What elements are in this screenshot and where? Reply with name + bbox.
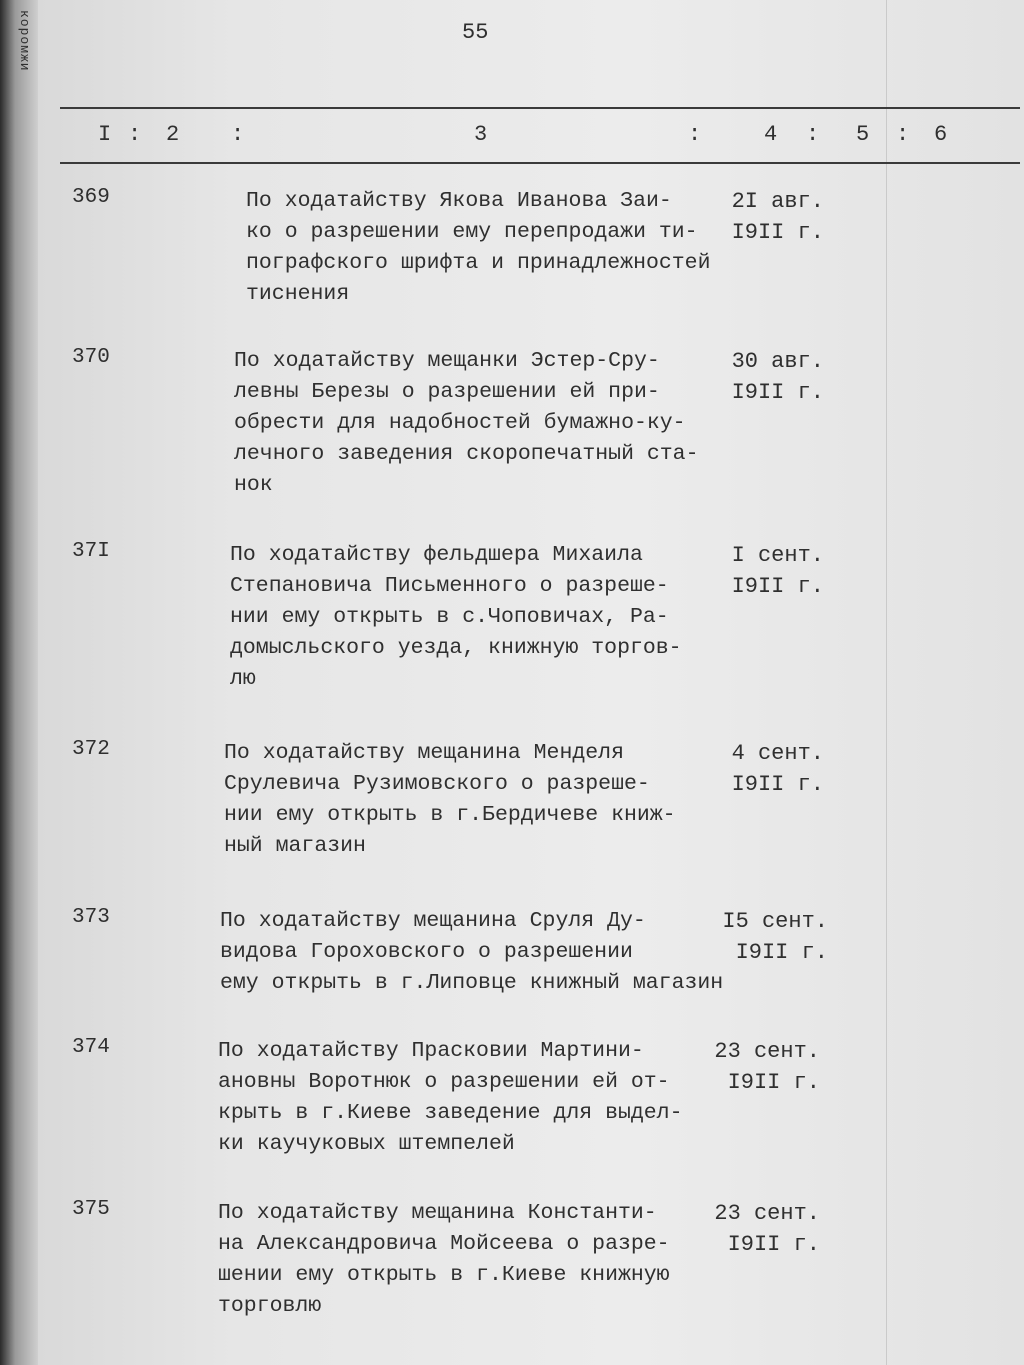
- record-number: 37I: [72, 540, 110, 563]
- record-date: 4 сент. I9II г.: [731, 741, 824, 797]
- header-col-4: 4: [764, 122, 778, 147]
- page-number: 55: [462, 20, 489, 45]
- header-col-2: 2: [166, 122, 180, 147]
- record-number: 372: [72, 738, 110, 761]
- record-text: По ходатайству мещанки Эстер-Сру- левны Березы о разрешении ей при- обрести для надобностей бумажно-ку- лечного заведения скоропечатный ста- нок: [234, 349, 699, 497]
- header-sep: :: [896, 122, 910, 147]
- header-sep: :: [806, 122, 820, 147]
- record-date: I сент. I9II г.: [731, 543, 824, 599]
- header-col-3: 3: [474, 122, 488, 147]
- column-guide-line: [886, 0, 887, 1365]
- header-col-6: 6: [934, 122, 948, 147]
- adjacent-page-edge: [0, 0, 38, 1365]
- header-sep: :: [128, 122, 142, 147]
- record-text: По ходатайству Прасковии Мартини- ановны Воротнюк о разрешении ей от- крыть в г.Киеве заведение для выдел- ки каучуковых штемпелей: [218, 1039, 683, 1156]
- record-text: По ходатайству мещанина Менделя Срулевича Рузимовского о разреше- нии ему открыть в г.Бердичеве книж- ный магазин: [224, 741, 676, 858]
- header-sep: :: [688, 122, 702, 147]
- record-date: 23 сент. I9II г.: [714, 1201, 820, 1257]
- record-number: 370: [72, 346, 110, 369]
- record-number: 374: [72, 1036, 110, 1059]
- header-col-5: 5: [856, 122, 870, 147]
- record-date: I5 сент. I9II г.: [722, 909, 828, 965]
- table-header-top-rule: [60, 107, 1020, 109]
- record-text: По ходатайству мещанина Сруля Ду- видова Гороховского о разрешении ему открыть в г.Липовце книжный магазин: [220, 909, 724, 995]
- record-date: 30 авг. I9II г.: [731, 349, 824, 405]
- record-date: 23 сент. I9II г.: [714, 1039, 820, 1095]
- record-text: По ходатайству Якова Иванова Заи- ко о разрешении ему перепродажи ти- пографского шрифта и принадлежностей тиснения: [246, 189, 711, 306]
- record-number: 369: [72, 186, 110, 209]
- record-number: 375: [72, 1198, 110, 1221]
- record-text: По ходатайству мещанина Константи- на Александровича Мойсеева о разре- шении ему открыть в г.Киеве книжную торговлю: [218, 1201, 670, 1318]
- record-text: По ходатайству фельдшера Михаила Степановича Письменного о разреше- нии ему открыть в с.Чоповичах, Ра- домысльского уезда, книжную торгов- лю: [230, 543, 682, 691]
- record-number: 373: [72, 906, 110, 929]
- record-date: 2I авг. I9II г.: [731, 189, 824, 245]
- table-header-row: [38, 122, 1024, 154]
- document-page: [38, 0, 1024, 1365]
- table-header-bottom-rule: [60, 162, 1020, 164]
- header-col-1: I: [98, 122, 112, 147]
- edge-text: коромжи: [17, 10, 32, 72]
- header-sep: :: [231, 122, 245, 147]
